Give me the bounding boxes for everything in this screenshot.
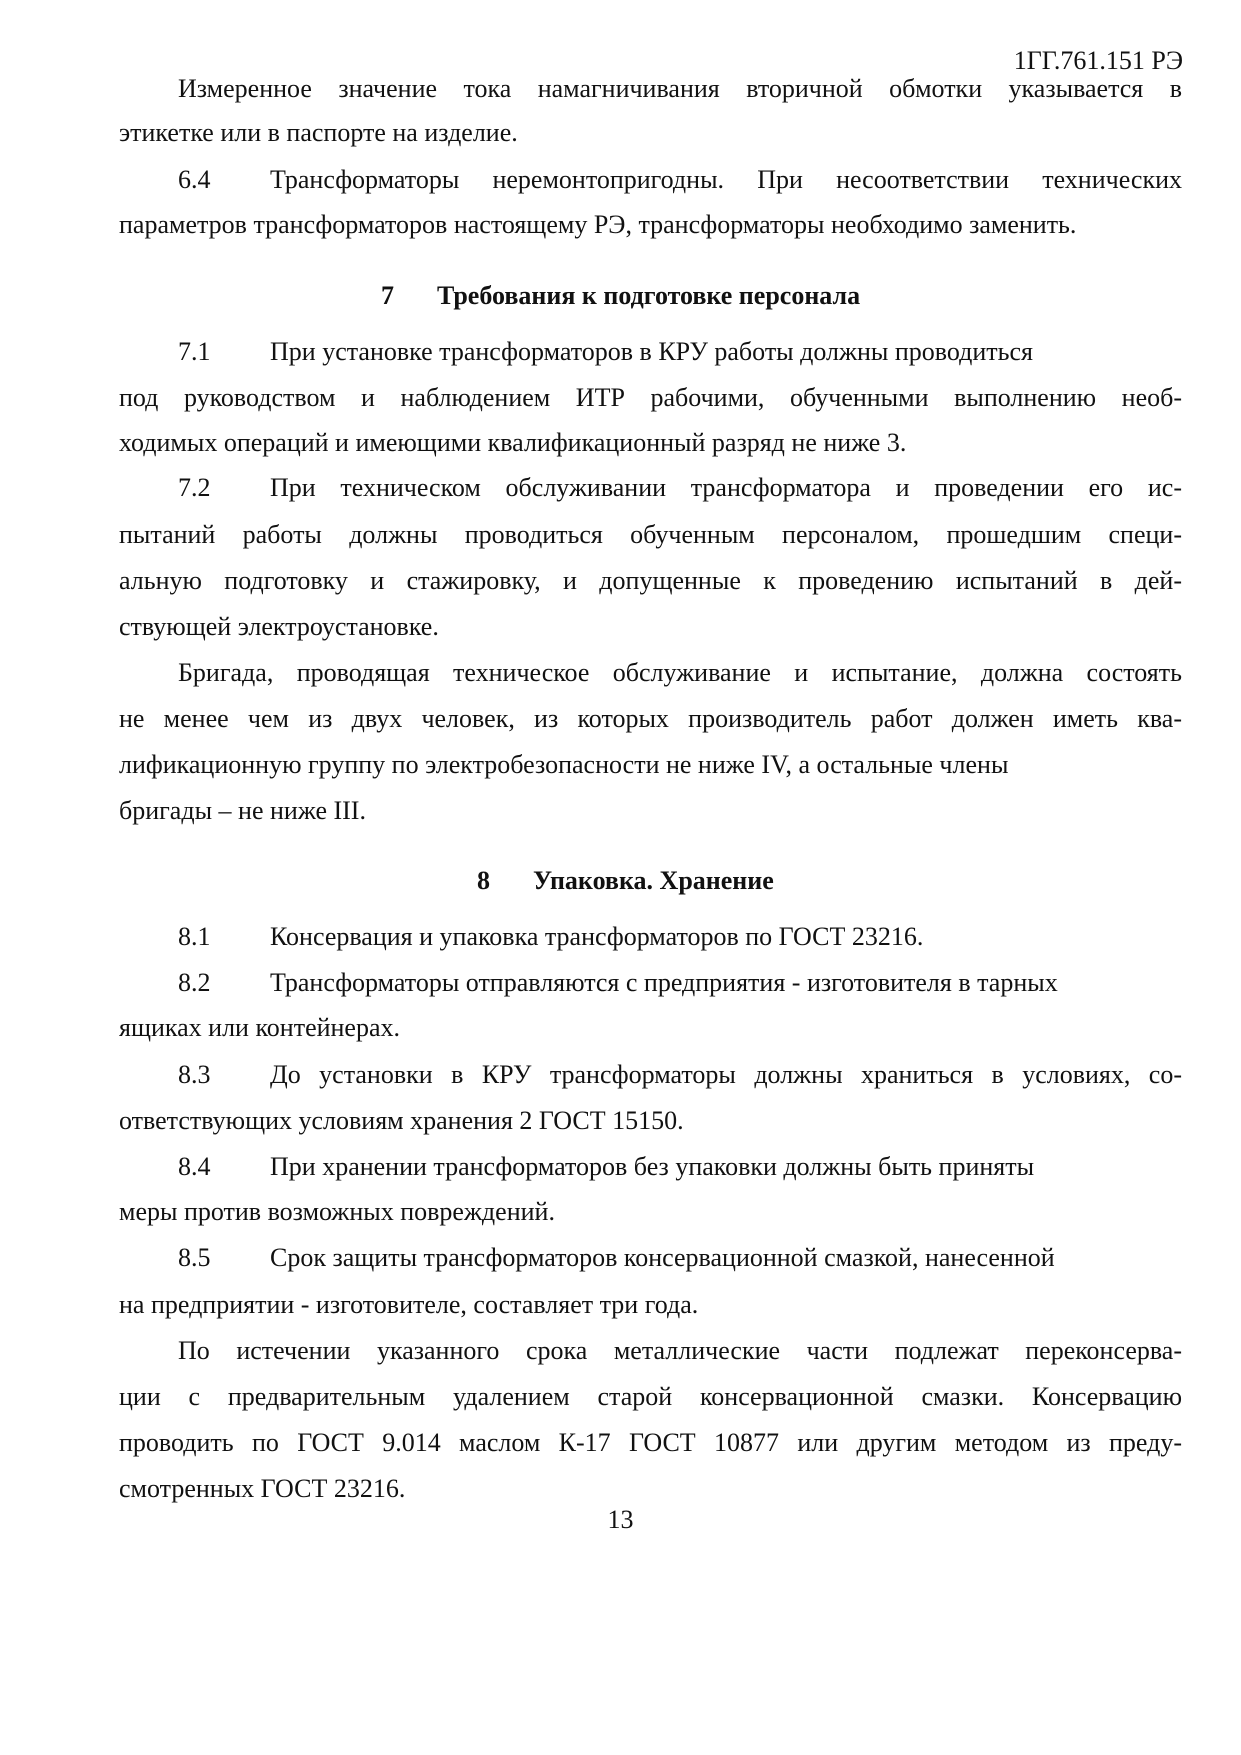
paragraph-line: смотренных ГОСТ 23216. [119,1474,406,1503]
paragraph-line: лификационную группу по электробезопасности не ниже IV, а остальные члены [119,750,1009,779]
clause-line: под руководством и наблюдением ИТР рабочими, обученными выполнению необ- [119,383,1182,412]
paragraph-line: этикетке или в паспорте на изделие. [119,118,518,147]
clause-number: 6.4 [178,165,211,194]
clause-number: 8.1 [178,922,211,951]
paragraph-line: Измеренное значение тока намагничивания вторичной обмотки указывается в [178,74,1182,103]
section-title: Требования к подготовке персонала [437,281,861,310]
section-heading-7 [381,281,860,311]
clause-line: Срок защиты трансформаторов консервационной смазкой, нанесенной [270,1243,1055,1272]
clause-line: При хранении трансформаторов без упаковки должны быть приняты [270,1152,1035,1181]
clause-line: Трансформаторы неремонтопригодны. При несоответствии технических [270,165,1182,194]
paragraph-line: бригады – не ниже III. [119,796,366,825]
clause-line: ящиках или контейнерах. [119,1013,401,1042]
clause-line: До установки в КРУ трансформаторы должны храниться в условиях, со- [270,1060,1182,1089]
clause-line: ствующей электроустановке. [119,612,439,641]
clause-line: Консервация и упаковка трансформаторов по ГОСТ 23216. [270,922,924,951]
clause-line: на предприятии - изготовителе, составляет три года. [119,1290,699,1319]
clause-line: При техническом обслуживании трансформатора и проведении его ис- [270,473,1182,502]
clause-number: 7.2 [178,473,211,502]
clause-number: 8.4 [178,1152,211,1181]
clause-line: При установке трансформаторов в КРУ работы должны проводиться [270,337,1033,366]
paragraph-line: Бригада, проводящая техническое обслуживание и испытание, должна состоять [178,658,1182,687]
clause-line: ответствующих условиям хранения 2 ГОСТ 15150. [119,1106,684,1135]
paragraph-line: проводить по ГОСТ 9.014 маслом К-17 ГОСТ 10877 или другим методом из преду- [119,1428,1182,1457]
clause-line: пытаний работы должны проводиться обученным персоналом, прошедшим специ- [119,520,1182,549]
section-number: 8 [477,866,490,895]
clause-number: 8.3 [178,1060,211,1089]
paragraph-line: По истечении указанного срока металлические части подлежат переконсерва- [178,1336,1182,1365]
page-number: 13 [607,1505,634,1534]
section-title: Упаковка. Хранение [533,866,774,895]
clause-number: 7.1 [178,337,211,366]
clause-line: меры против возможных повреждений. [119,1197,555,1226]
paragraph-line: не менее чем из двух человек, из которых производитель работ должен иметь ква- [119,704,1182,733]
paragraph-line: ции с предварительным удалением старой консервационной смазки. Консервацию [119,1382,1182,1411]
clause-number: 8.2 [178,968,211,997]
clause-line: ходимых операций и имеющими квалификационный разряд не ниже 3. [119,428,907,457]
clause-line: параметров трансформаторов настоящему РЭ, трансформаторы необходимо заменить. [119,210,1077,239]
section-heading-8 [477,866,774,896]
document-number: 1ГГ.761.151 РЭ [1013,46,1183,75]
clause-line: Трансформаторы отправляются с предприятия - изготовителя в тарных [270,968,1058,997]
clause-number: 8.5 [178,1243,211,1272]
clause-line: альную подготовку и стажировку, и допущенные к проведению испытаний в дей- [119,566,1182,595]
section-number: 7 [381,281,394,310]
